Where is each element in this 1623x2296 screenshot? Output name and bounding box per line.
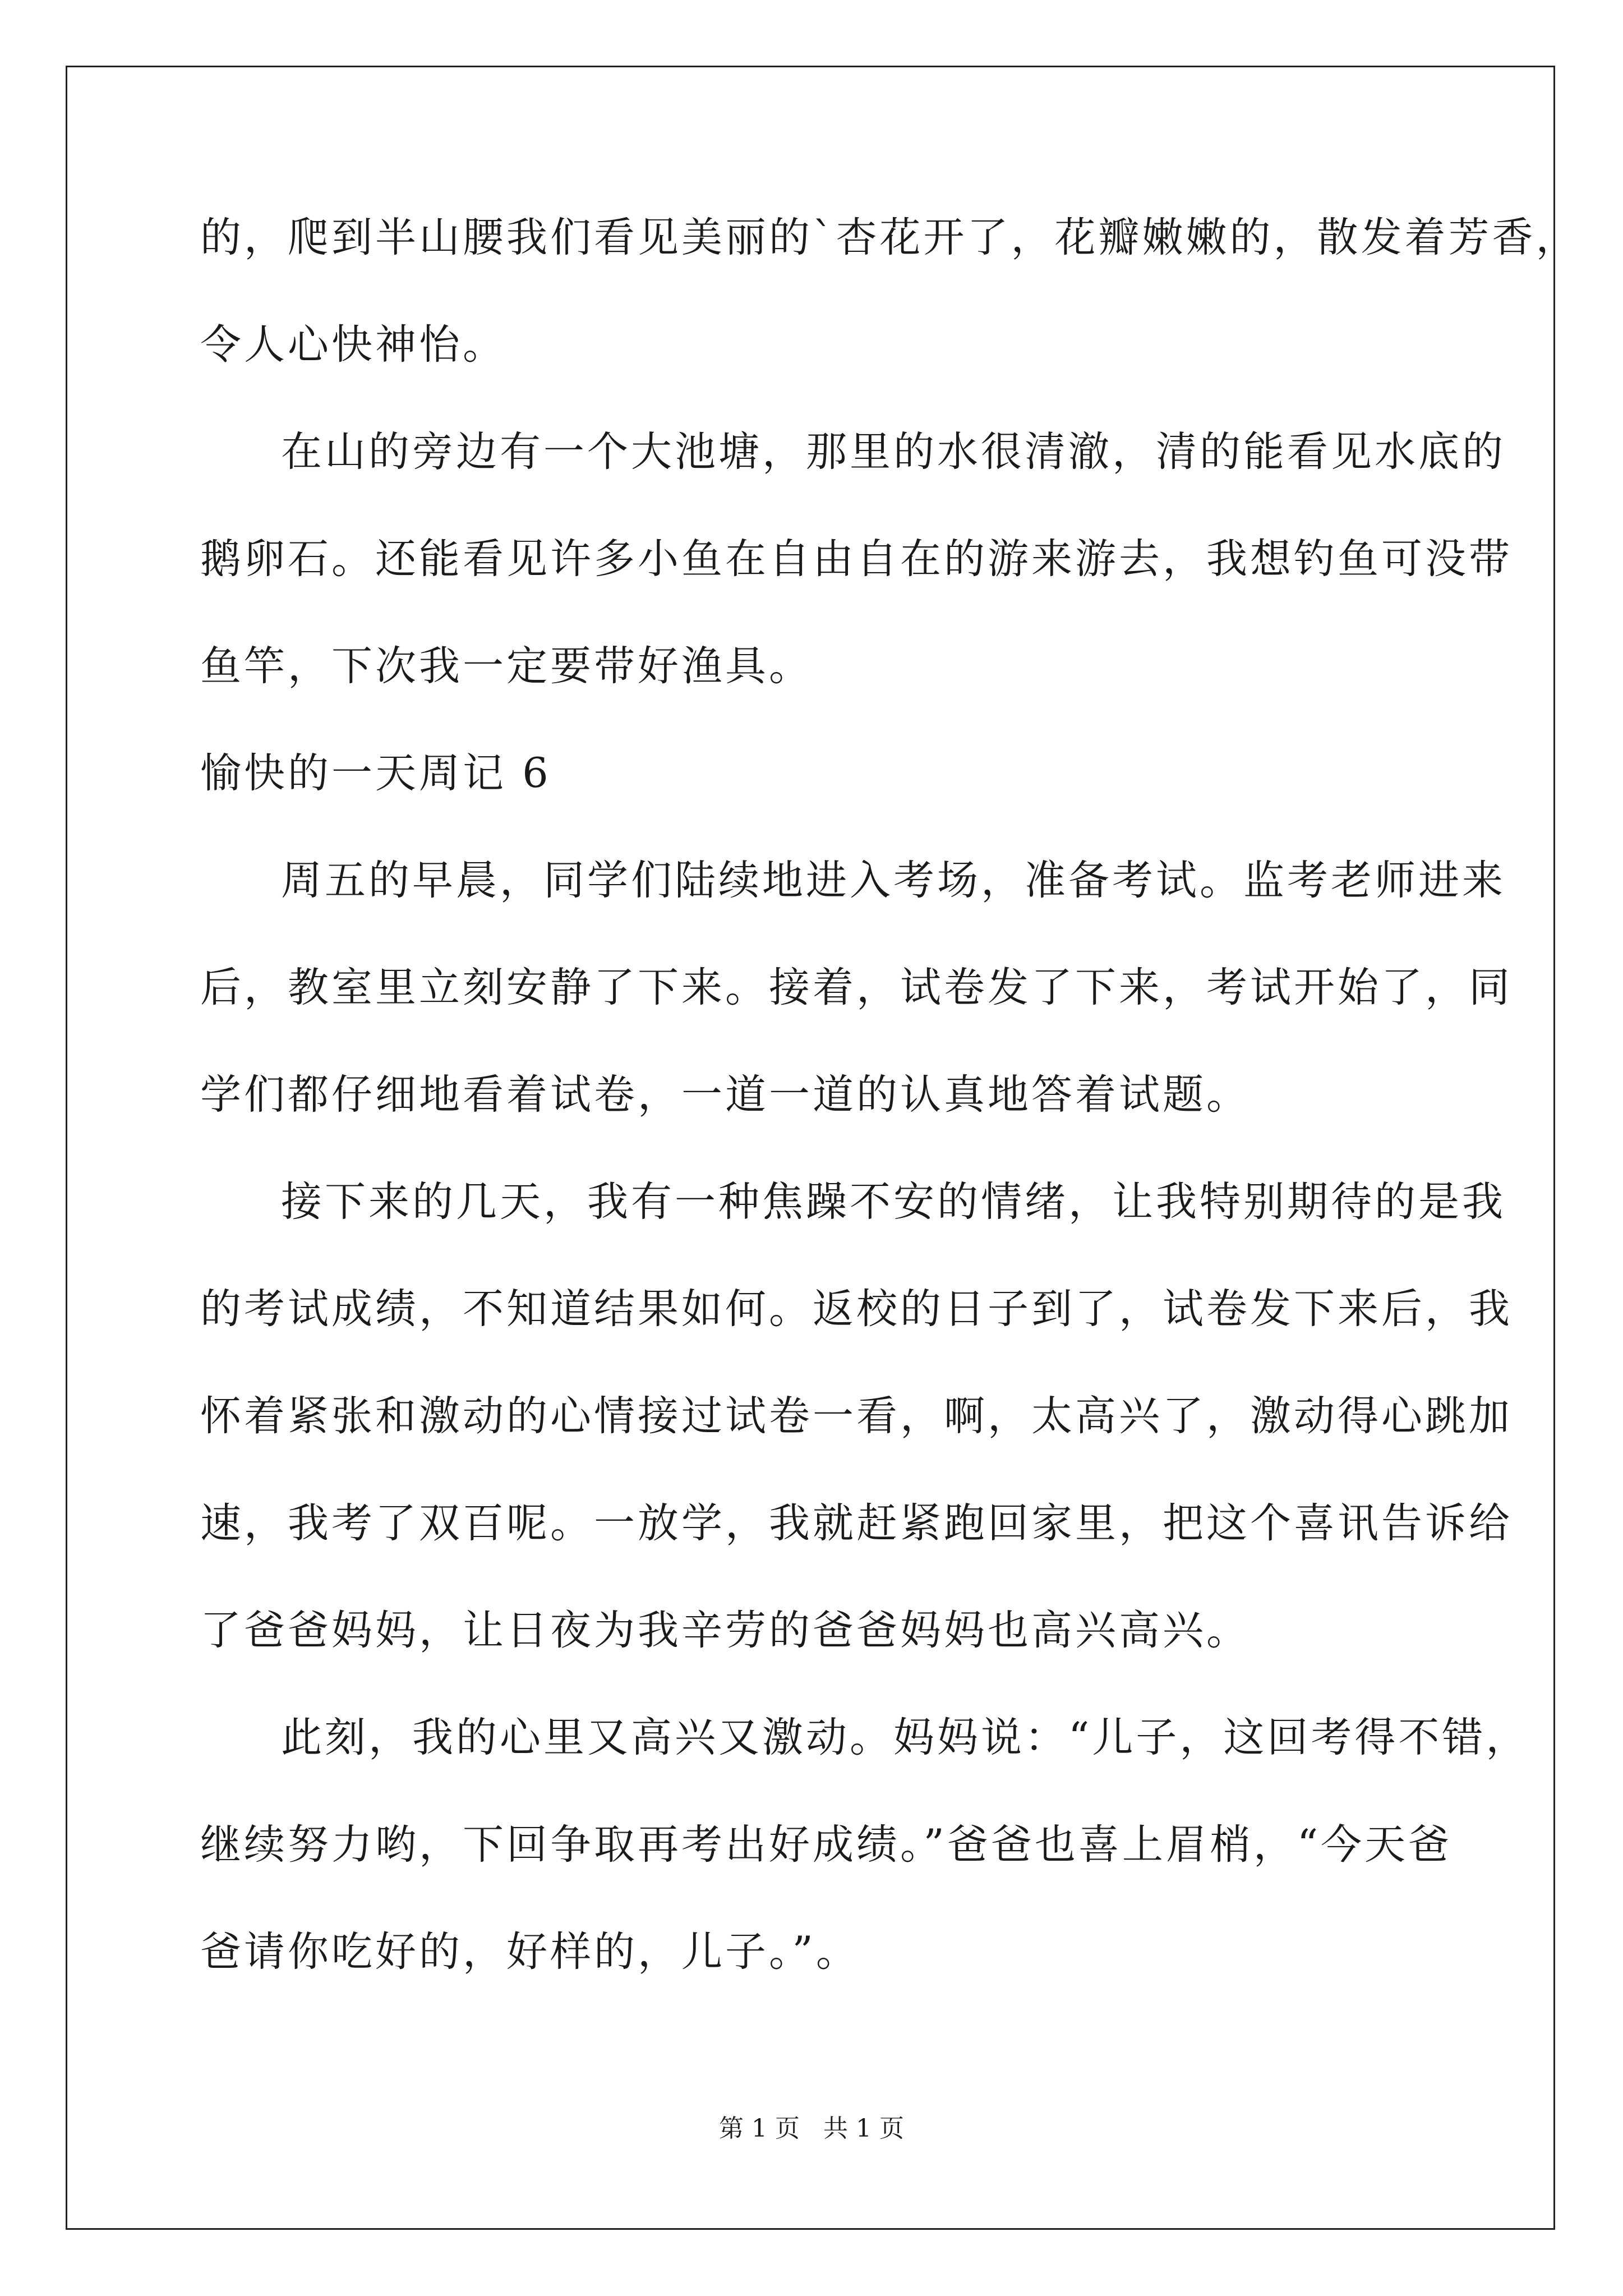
text-line: 的考试成绩，不知道结果如何。返校的日子到了，试卷发下来后，我: [200, 1285, 1513, 1333]
text-line: 后，教室里立刻安静了下来。接着，试卷发了下来，考试开始了，同: [200, 964, 1513, 1011]
paragraph-start: 周五的早晨，同学们陆续地进入考场，准备考试。监考老师进来: [281, 857, 1506, 904]
text-line: 鱼竿，下次我一定要带好渔具。: [200, 642, 813, 690]
text-line: 鹅卵石。还能看见许多小鱼在自由自在的游来游去，我想钓鱼可没带: [200, 535, 1513, 583]
text-line: 速，我考了双百呢。一放学，我就赶紧跑回家里，把这个喜讯告诉给: [200, 1499, 1513, 1547]
text-line: 爸请你吃好的，好样的，儿子。”。: [200, 1928, 860, 1976]
text-line: 怀着紧张和激动的心情接过试卷一看，啊，太高兴了，激动得心跳加: [200, 1392, 1513, 1440]
text-line: 令人心快神怡。: [200, 321, 506, 369]
text-line: 学们都仔细地看着试卷，一道一道的认真地答着试题。: [200, 1071, 1250, 1119]
paragraph-start: 在山的旁边有一个大池塘，那里的水很清澈，清的能看见水底的: [281, 428, 1506, 476]
text-line: 的，爬到半山腰我们看见美丽的`杏花开了，花瓣嫩嫩的，散发着芳香，: [200, 214, 1580, 261]
text-line: 了爸爸妈妈，让日夜为我辛劳的爸爸妈妈也高兴高兴。: [200, 1607, 1250, 1654]
section-heading: 愉快的一天周记 6: [200, 749, 551, 797]
document-body: [200, 211, 1580, 2032]
page-footer: 第 1 页 共 1 页: [719, 2114, 904, 2143]
text-line: 继续努力哟，下回争取再考出好成绩。”爸爸也喜上眉梢，“今天爸: [200, 1821, 1453, 1869]
paragraph-start: 接下来的几天，我有一种焦躁不安的情绪，让我特别期待的是我: [281, 1178, 1506, 1226]
paragraph-start: 此刻，我的心里又高兴又激动。妈妈说：“儿子，这回考得不错，: [281, 1714, 1530, 1761]
